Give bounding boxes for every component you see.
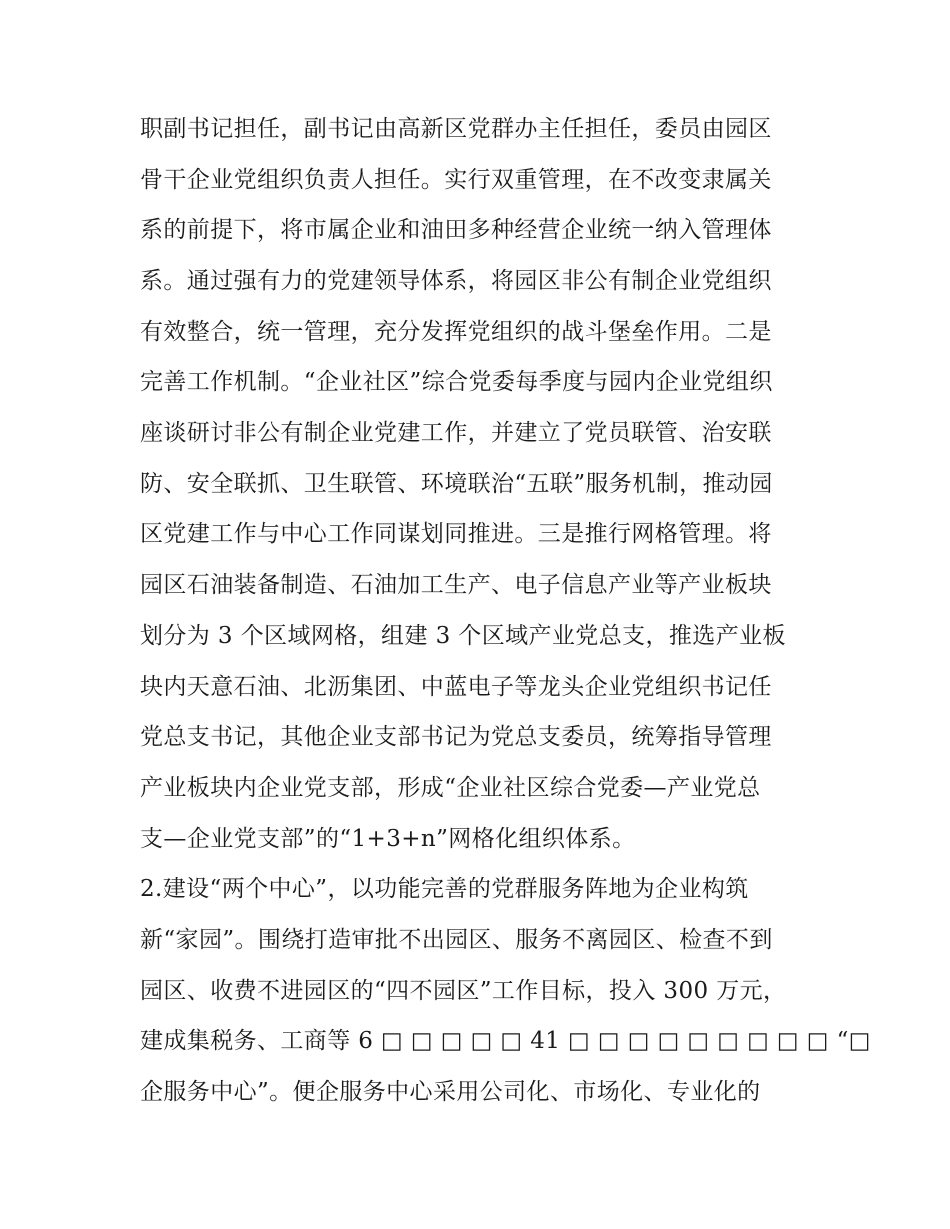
text-line-6: 完善工作机制。“企业社区”综合党委每季度与园内企业党组织 [140, 369, 773, 395]
text-line-10: 园区石油装备制造、石油加工生产、电子信息产业等产业板块 [140, 572, 772, 598]
text-line-5: 有效整合，统一管理，充分发挥党组织的战斗堡垒作用。二是 [140, 319, 772, 345]
text-line-13: 党总支书记，其他企业支部书记为党总支委员，统筹指导管理 [140, 724, 772, 750]
text-line-1: 职副书记担任，副书记由高新区党群办主任担任，委员由园区 [140, 116, 772, 142]
text-line-3: 系的前提下，将市属企业和油田多种经营企业统一纳入管理体 [140, 217, 772, 243]
text-line-16: 2.建设“两个中心”，以功能完善的党群服务阵地为企业构筑 [140, 876, 749, 902]
text-line-18: 园区、收费不进园区的“四不园区”工作目标，投入 300 万元， [140, 978, 787, 1004]
text-line-2: 骨干企业党组织负责人担任。实行双重管理，在不改变隶属关 [140, 167, 772, 193]
text-line-14: 产业板块内企业党支部，形成“企业社区综合党委—产业党总 [140, 775, 761, 801]
text-line-4: 系。通过强有力的党建领导体系，将园区非公有制企业党组织 [140, 268, 772, 294]
text-line-20: 企服务中心”。便企服务中心采用公司化、市场化、专业化的 [140, 1079, 761, 1105]
text-line-7: 座谈研讨非公有制企业党建工作，并建立了党员联管、治安联 [140, 420, 772, 446]
text-line-8: 防、安全联抓、卫生联管、环境联治“五联”服务机制，推动园 [140, 471, 773, 497]
text-line-19: 建成集税务、工商等 6 □ □ □ □ □ 41 □ □ □ □ □ □ □ □ □ “□ [140, 1028, 871, 1054]
text-line-9: 区党建工作与中心工作同谋划同推进。三是推行网格管理。将 [140, 521, 772, 547]
text-line-12: 块内天意石油、北沥集团、中蓝电子等龙头企业党组织书记任 [140, 674, 772, 700]
text-line-17: 新“家园”。围绕打造审批不出园区、服务不离园区、检查不到 [140, 927, 773, 953]
text-line-15: 支—企业党支部”的“1+3+n”网格化组织体系。 [140, 826, 636, 852]
text-line-11: 划分为 3 个区域网格，组建 3 个区域产业党总支，推选产业板 [140, 623, 786, 649]
